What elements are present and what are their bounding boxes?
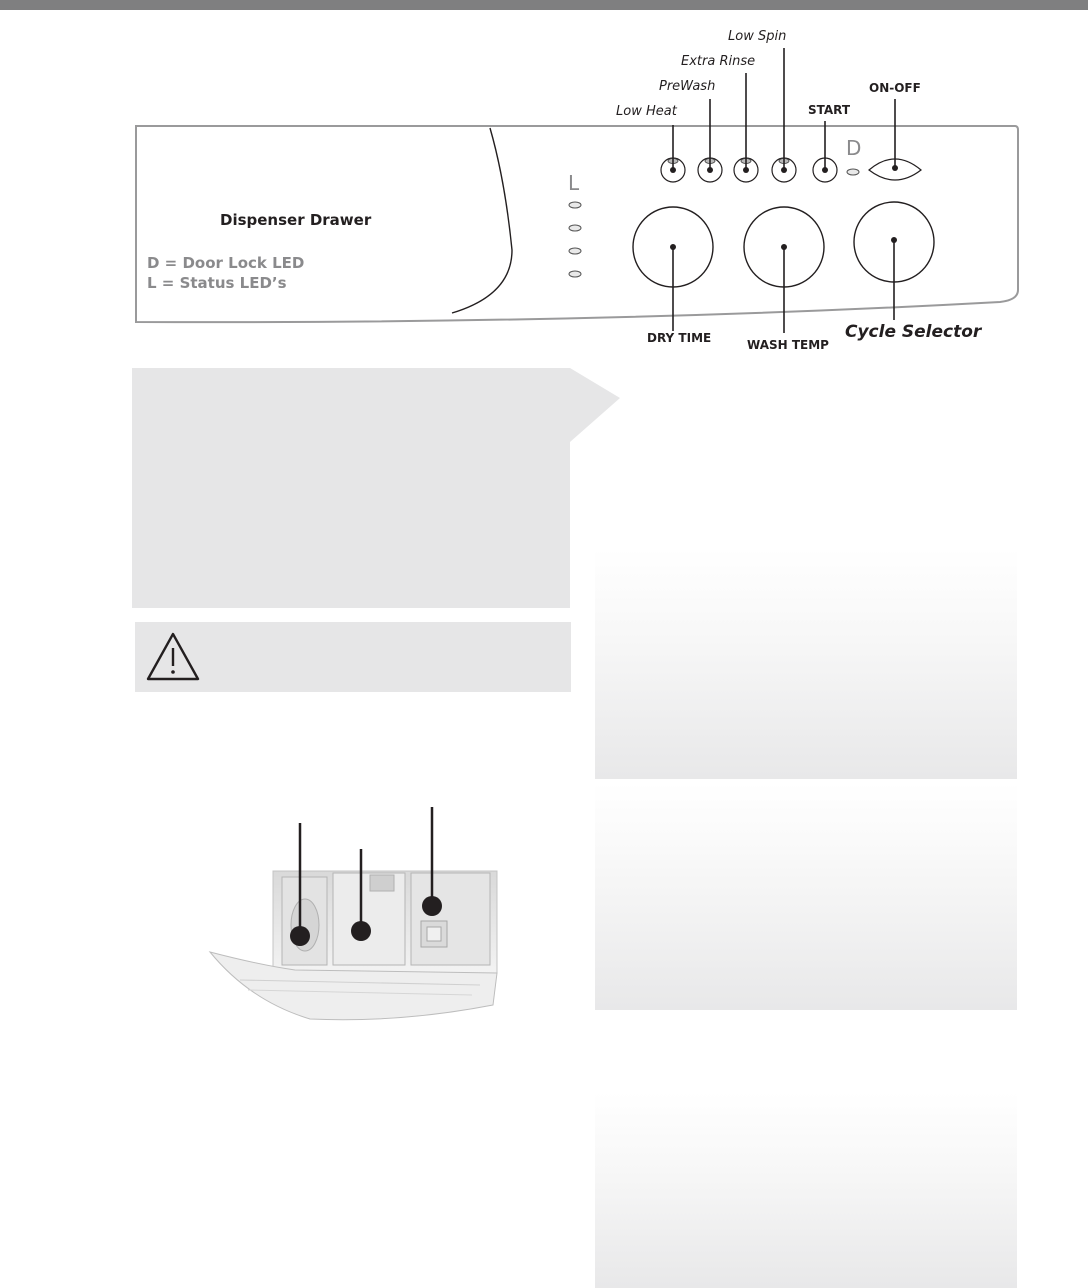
- dry-time-label: DRY TIME: [647, 331, 712, 345]
- control-panel-diagram: [0, 0, 1088, 360]
- right-panel-1: [595, 548, 1017, 779]
- status-led-3: [569, 248, 581, 254]
- status-led-4: [569, 271, 581, 277]
- right-panel-3: [595, 1092, 1017, 1288]
- on-off-label: ON-OFF: [869, 81, 921, 95]
- status-letter: L: [568, 171, 580, 195]
- drawer-divider-curve: [452, 128, 512, 313]
- door-lock-letter: D: [846, 136, 862, 160]
- status-leds-legend: L = Status LED’s: [147, 274, 287, 292]
- warning-triangle-icon: [145, 630, 201, 682]
- start-label: START: [808, 103, 851, 117]
- dispenser-drawer-label: Dispenser Drawer: [220, 211, 372, 229]
- door-lock-legend: D = Door Lock LED: [147, 254, 305, 272]
- low-spin-label: Low Spin: [728, 29, 787, 44]
- extra-rinse-label: Extra Rinse: [681, 54, 756, 69]
- status-led-1: [569, 202, 581, 208]
- info-box-with-arrow: [130, 366, 622, 610]
- wash-temp-label: WASH TEMP: [747, 338, 829, 352]
- door-lock-led: [847, 169, 859, 175]
- dispenser-drawer-illustration: [200, 805, 510, 1027]
- low-heat-label: Low Heat: [616, 104, 677, 119]
- right-panel-2: [595, 782, 1017, 1010]
- cycle-selector-label: Cycle Selector: [845, 322, 982, 342]
- status-led-2: [569, 225, 581, 231]
- warning-box: [135, 622, 571, 692]
- prewash-label: PreWash: [659, 79, 716, 94]
